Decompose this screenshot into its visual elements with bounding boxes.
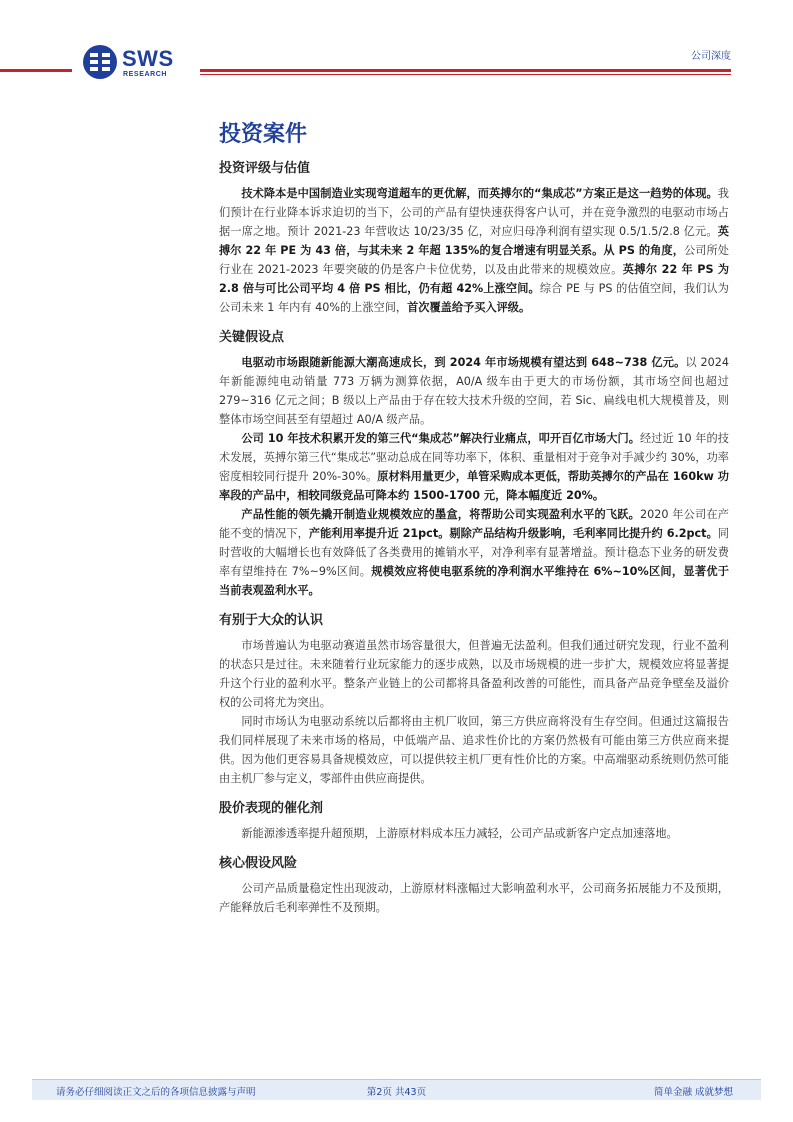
text-run: 2020 年公司在产能不变的情况下，	[219, 508, 729, 540]
logo-subtext: RESEARCH	[123, 71, 168, 78]
paragraph	[219, 353, 729, 429]
paragraph	[219, 824, 729, 843]
section-heading: 关键假设点	[219, 330, 285, 345]
header-rule-left	[0, 69, 72, 72]
page-title: 投资案件	[219, 122, 308, 147]
paragraph	[219, 184, 729, 317]
section	[219, 160, 729, 317]
footer-disclaimer: 请务必仔细阅读正文之后的各项信息披露与声明	[56, 1087, 256, 1098]
text-run: 综合 PE 与 PS 的估值空间，我们认为公司未来 1 年内有 40%的上涨空间，	[219, 282, 729, 314]
text-run: 同时营收的大幅增长也有效降低了各类费用的摊销水平，对净利率有显著增益。预计稳态下业务的研发费率有望维持在 7%~9%区间。	[219, 527, 729, 578]
section	[219, 329, 729, 600]
report-type-label: 公司深度	[691, 51, 731, 62]
text-run: 公司所处行业在 2021-2023 年要突破的仍是客户卡位优势，以及由此带来的规模效应。	[219, 244, 729, 276]
bold-text-run: 规模效应将使电驱系统的净利润水平维持在 6%~10%区间，显著优于当前表观盈利水平。	[219, 565, 729, 597]
sections-container	[219, 160, 729, 917]
main-content	[219, 120, 729, 925]
header-rule-thin	[200, 74, 731, 75]
paragraph	[219, 429, 729, 505]
bold-text-run: 英搏尔 22 年 PE 为 43 倍，与其未来 2 年超 135%的复合增速有明显关系。从 PS 的角度，	[219, 225, 729, 257]
sws-logo	[82, 44, 192, 82]
section	[219, 855, 729, 917]
paragraph	[219, 712, 729, 788]
bold-text-run: 技术降本是中国制造业实现弯道超车的更优解，而英搏尔的“集成芯”方案正是这一趋势的体现。	[241, 187, 718, 200]
bold-text-run: 产品性能的领先撬开制造业规模效应的墨盒，将帮助公司实现盈利水平的飞跃。	[241, 508, 641, 521]
text-run: 以 2024 年新能源纯电动销量 773 万辆为测算依据，A0/A 级车由于更大的市场份额，其市场空间也超过 279~316 亿元之间；B 级以上产品由于存在较大技术升级的空间，若 Sic、扁线电机大规模普及，则整体市场空间甚至有望超过 A0/A 级产品。	[219, 356, 729, 426]
bold-text-run: 原材料用量更少，单管采购成本更低，帮助英搏尔的产品在 160kw 功率段的产品中，相较同级竞品可降本约 1500-1700 元，降本幅度近 20%。	[219, 470, 729, 502]
text-run: 新能源渗透率提升超预期，上游原材料成本压力减轻，公司产品或新客户定点加速落地。	[241, 827, 678, 840]
footer-page-number: 第2页 共43页	[366, 1087, 427, 1098]
section-heading: 投资评级与估值	[219, 161, 311, 176]
sws-logo-icon	[82, 44, 118, 80]
footer-slogan: 简单金融 成就梦想	[653, 1087, 733, 1098]
footer-bar	[32, 1079, 761, 1100]
section-heading: 核心假设风险	[219, 856, 298, 871]
text-run: 市场普遍认为电驱动赛道虽然市场容量很大，但普遍无法盈利。但我们通过研究发现，行业不盈利的状态只是过往。未来随着行业玩家能力的逐步成熟，以及市场规模的进一步扩大，规模效应将显著提升这个行业的盈利水平。整条产业链上的公司都将具备盈利改善的可能性，而具备产品竞争壁垒及溢价权的公司将尤为突出。	[219, 639, 729, 709]
header-rule-right	[200, 69, 731, 72]
bold-text-run: 电驱动市场跟随新能源大潮高速成长，到 2024 年市场规模有望达到 648~738 亿元。	[241, 356, 686, 369]
logo-text: SWS	[122, 46, 174, 71]
text-run: 同时市场认为电驱动系统以后都将由主机厂收回，第三方供应商将没有生存空间。但通过这篇报告我们同样展现了未来市场的格局，中低端产品、追求性价比的方案仍然极有可能由第三方供应商来提供。因为他们更容易具备规模效应，可以提供较主机厂更有性价比的方案。中高端驱动系统则仍然可能由主机厂参与定义，零部件由供应商提供。	[219, 715, 729, 785]
section	[219, 800, 729, 843]
section-heading: 有别于大众的认识	[219, 613, 324, 628]
paragraph	[219, 879, 729, 917]
bold-text-run: 产能利用率提升近 21pct。剔除产品结构升级影响，毛利率同比提升约 6.2pct。	[308, 527, 718, 540]
paragraph	[219, 505, 729, 600]
bold-text-run: 英搏尔 22 年 PS 为 2.8 倍与可比公司平均 4 倍 PS 相比，仍有超 42%上涨空间。	[219, 263, 730, 295]
paragraph	[219, 636, 729, 712]
section-heading: 股价表现的催化剂	[219, 801, 324, 816]
text-run: 公司产品质量稳定性出现波动，上游原材料涨幅过大影响盈利水平，公司商务拓展能力不及预期，产能释放后毛利率弹性不及预期。	[219, 882, 729, 914]
bold-text-run: 公司 10 年技术积累开发的第三代“集成芯”解决行业痛点，叩开百亿市场大门。	[241, 432, 641, 445]
text-run: 经过近 10 年的技术发展，英搏尔第三代“集成芯”驱动总成在同等功率下，体积、重量相对于竞争对手减少约 30%，功率密度相较同行提升 20%-30%。	[219, 432, 729, 483]
bold-text-run: 首次覆盖给予买入评级。	[407, 301, 531, 314]
section	[219, 612, 729, 788]
text-run: 我们预计在行业降本诉求迫切的当下，公司的产品有望快速获得客户认可，并在竞争激烈的电驱动市场占据一席之地。预计 2021-23 年营收达 10/23/35 亿，对应归母净利润有望实现 0.5/1.5/2.8 亿元。	[219, 187, 729, 238]
